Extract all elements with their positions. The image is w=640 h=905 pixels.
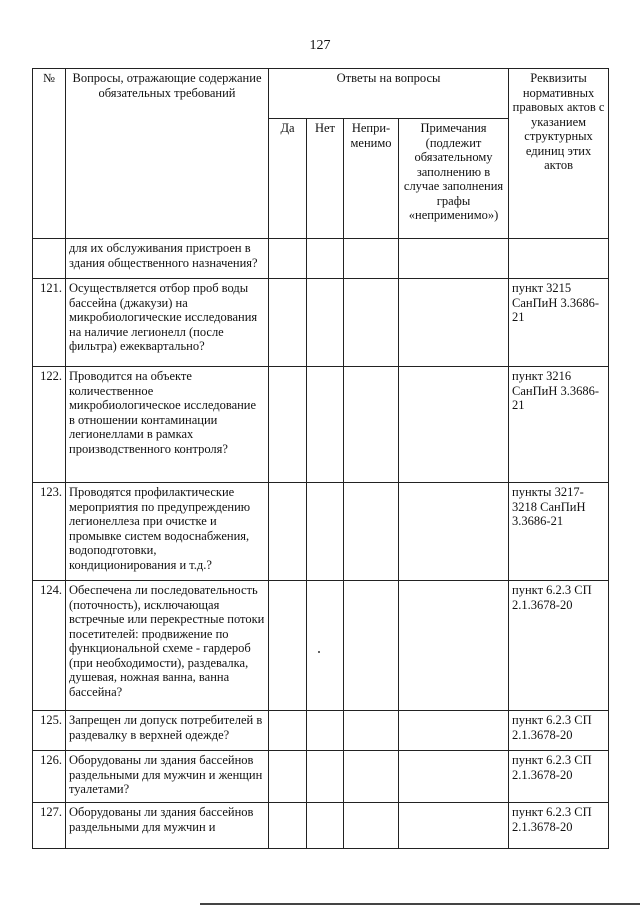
header-answers: Ответы на вопросы [269, 69, 509, 119]
header-no: Нет [307, 119, 344, 239]
answer-no-cell[interactable] [307, 483, 344, 581]
table-row [33, 751, 609, 803]
row-question: Проводится на объекте количественное микробиологическое исследование в отношении контаминации легионеллами в рамках производственного контроля? [66, 367, 269, 483]
answer-yes-cell[interactable] [269, 367, 307, 483]
header-references: Реквизиты нормативных правовых актов с указанием структурных единиц этих актов [509, 69, 609, 239]
row-reference: пункты 3217-3218 СанПиН 3.3686-21 [509, 483, 609, 581]
scan-speck [318, 651, 320, 653]
table-row [33, 483, 609, 581]
answer-yes-cell[interactable] [269, 751, 307, 803]
answer-not-applicable-cell[interactable] [344, 367, 399, 483]
answer-yes-cell[interactable] [269, 711, 307, 751]
row-question: Обеспечена ли последовательность (поточность), исключающая встречные или перекрестные потоки посетителей: продвижение по функциональной схеме - гардероб (при необходимости), раздевалка, душевая, ножная ванна, ванна бассейна? [66, 581, 269, 711]
row-number: 127. [33, 803, 66, 849]
answer-not-applicable-cell[interactable] [344, 751, 399, 803]
answer-not-applicable-cell[interactable] [344, 581, 399, 711]
answer-yes-cell[interactable] [269, 581, 307, 711]
row-number: 126. [33, 751, 66, 803]
notes-cell[interactable] [399, 367, 509, 483]
row-reference: пункт 6.2.3 СП 2.1.3678-20 [509, 751, 609, 803]
answer-not-applicable-cell[interactable] [344, 483, 399, 581]
answer-yes-cell[interactable] [269, 279, 307, 367]
row-question: Запрещен ли допуск потребителей в раздевалку в верхней одежде? [66, 711, 269, 751]
answer-not-applicable-cell[interactable] [344, 803, 399, 849]
answer-no-cell[interactable] [307, 279, 344, 367]
answer-no-cell[interactable] [307, 239, 344, 279]
row-reference: пункт 6.2.3 СП 2.1.3678-20 [509, 711, 609, 751]
answer-not-applicable-cell[interactable] [344, 711, 399, 751]
header-number: № [33, 69, 66, 239]
header-notes: Примечания (подлежит обязательному заполнению в случае заполнения графы «неприменимо») [399, 119, 509, 239]
row-number [33, 239, 66, 279]
table-row [33, 367, 609, 483]
answer-no-cell[interactable] [307, 751, 344, 803]
table-row [33, 279, 609, 367]
row-reference: пункт 3215 СанПиН 3.3686-21 [509, 279, 609, 367]
answer-no-cell[interactable] [307, 711, 344, 751]
row-number: 121. [33, 279, 66, 367]
row-question: Оборудованы ли здания бассейнов раздельными для мужчин и женщин туалетами? [66, 751, 269, 803]
notes-cell[interactable] [399, 279, 509, 367]
row-reference: пункт 6.2.3 СП 2.1.3678-20 [509, 581, 609, 711]
notes-cell[interactable] [399, 751, 509, 803]
row-question: Оборудованы ли здания бассейнов раздельными для мужчин и [66, 803, 269, 849]
row-question: Проводятся профилактические мероприятия по предупреждению легионеллеза при очистке и промывке систем водоснабжения, водоподготовки, кондиционирования и т.д.? [66, 483, 269, 581]
row-question: для их обслуживания пристроен в здания общественного назначения? [66, 239, 269, 279]
row-reference: пункт 3216 СанПиН 3.3686-21 [509, 367, 609, 483]
table-row [33, 711, 609, 751]
row-number: 123. [33, 483, 66, 581]
answer-no-cell[interactable] [307, 367, 344, 483]
table-row [33, 803, 609, 849]
header-questions: Вопросы, отражающие содержание обязательных требований [66, 69, 269, 239]
header-not-applicable: Непри- менимо [344, 119, 399, 239]
checklist-table [32, 68, 609, 849]
table-row [33, 239, 609, 279]
page-number: 127 [309, 38, 331, 53]
notes-cell[interactable] [399, 711, 509, 751]
answer-no-cell[interactable] [307, 803, 344, 849]
row-reference: пункт 6.2.3 СП 2.1.3678-20 [509, 803, 609, 849]
notes-cell[interactable] [399, 803, 509, 849]
row-question: Осуществляется отбор проб воды бассейна (джакузи) на микробиологические исследования на наличие легионелл (после фильтра) ежеквартально? [66, 279, 269, 367]
answer-yes-cell[interactable] [269, 239, 307, 279]
notes-cell[interactable] [399, 239, 509, 279]
answer-not-applicable-cell[interactable] [344, 239, 399, 279]
answer-yes-cell[interactable] [269, 803, 307, 849]
answer-not-applicable-cell[interactable] [344, 279, 399, 367]
row-number: 124. [33, 581, 66, 711]
header-yes: Да [269, 119, 307, 239]
row-number: 125. [33, 711, 66, 751]
notes-cell[interactable] [399, 483, 509, 581]
answer-no-cell[interactable] [307, 581, 344, 711]
answer-yes-cell[interactable] [269, 483, 307, 581]
row-reference [509, 239, 609, 279]
row-number: 122. [33, 367, 66, 483]
table-row [33, 581, 609, 711]
notes-cell[interactable] [399, 581, 509, 711]
